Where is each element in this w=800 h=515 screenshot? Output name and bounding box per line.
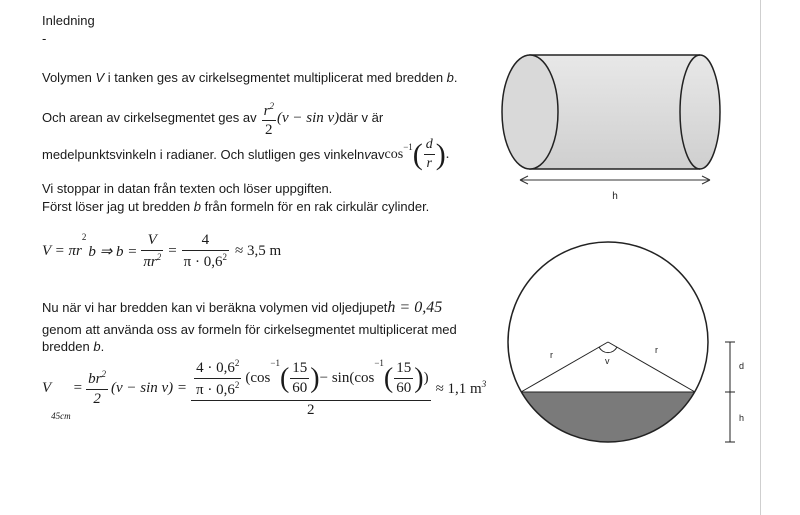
eq2-d60-a: 60	[292, 380, 308, 396]
eq2-frac-15-60-b	[394, 360, 413, 397]
eq2-inner-num: 4 · 0,6	[196, 360, 235, 376]
eq2-rp2: )	[414, 362, 424, 394]
heading: Inledning	[42, 13, 95, 28]
eq2-result: ≈ 1,1 m	[435, 381, 482, 397]
eq2-cos1: (cos	[245, 370, 271, 386]
eq2-minus-sin: − sin(cos	[319, 370, 375, 386]
p1-var-b: b	[446, 70, 454, 85]
paragraph-7: genom att använda oss av formeln för cirkelsegmentet multiplicerat med	[42, 322, 457, 337]
p5-text-a: Först löser jag ut bredden	[42, 199, 194, 214]
p3-var-v: v	[364, 146, 371, 162]
r-den: r	[426, 156, 432, 171]
eq2-frac-15-60-a	[290, 360, 309, 397]
p2-text-a: Och arean av cirkelsegmentet ges av	[42, 110, 257, 125]
p1-text-a: Volymen	[42, 70, 96, 85]
circle-figure	[505, 240, 760, 450]
cylinder-figure	[495, 45, 735, 205]
p1-var-v: V	[95, 70, 105, 85]
right-paren: )	[435, 137, 446, 171]
equation-width	[42, 232, 281, 271]
left-paren: (	[412, 137, 423, 171]
eq1-lhs-sup: 2	[81, 232, 87, 242]
area-frac-num-sup: 2	[269, 101, 274, 111]
eq2-inner-frac	[194, 358, 241, 399]
eq2-inner-num-sup: 2	[234, 358, 240, 368]
p8-var-b: b	[93, 339, 101, 354]
paragraph-8	[42, 339, 104, 355]
d-num: d	[424, 137, 435, 155]
p5-var-b: b	[193, 199, 201, 214]
eq1-frac2	[182, 232, 229, 271]
label-d: d	[739, 361, 745, 371]
eq1-frac1	[141, 232, 163, 271]
p3-text-b: av	[370, 146, 385, 162]
p3-text-a: medelpunktsvinkeln i radianer. Och slutligen ges vinkeln	[42, 146, 365, 162]
paragraph-6	[42, 300, 442, 316]
label-h: h	[739, 413, 745, 423]
eq2-result-sup: 3	[481, 379, 487, 389]
p3-end: .	[445, 146, 450, 162]
dash: -	[42, 31, 47, 46]
p1-text-b: i tanken ges av cirkelsegmentet multiplicerat med bredden	[104, 70, 447, 85]
d-over-r	[424, 137, 435, 172]
eq2-f1-num: br	[88, 371, 102, 387]
p5-text-c: från formeln för en rak cirkulär cylinder.	[200, 199, 430, 214]
eq1-f2-num: 4	[182, 232, 229, 251]
eq2-rp1: )	[310, 362, 320, 394]
eq2-equals: =	[73, 380, 83, 396]
cylinder-left-face	[502, 55, 558, 169]
equation-volume	[42, 358, 486, 419]
label-r-left: r	[550, 350, 553, 360]
angle-formula	[385, 137, 450, 172]
eq2-f1-num-sup: 2	[101, 369, 106, 379]
eq2-n15-a: 15	[290, 360, 309, 379]
eq2-inner-den-sup: 2	[234, 380, 240, 390]
eq1-f2-den-sup: 2	[222, 252, 227, 262]
eq1-f2-den: π · 0,6	[183, 254, 223, 270]
eq1-equals: =	[168, 243, 177, 259]
area-fraction	[262, 98, 276, 138]
cos-label: cos	[384, 146, 404, 162]
area-frac-den: 2	[265, 122, 273, 138]
eq2-close: )	[423, 370, 429, 386]
page-right-border	[760, 0, 761, 515]
cos-sup: −1	[403, 142, 413, 152]
p8-text-c: .	[100, 339, 105, 354]
p6-h-value: h = 0,45	[387, 299, 443, 316]
paragraph-3	[42, 137, 449, 172]
eq1-lhs2: b ⇒ b =	[88, 244, 138, 260]
eq2-lp2: (	[383, 362, 394, 394]
p8-text-a: bredden	[42, 339, 94, 354]
p1-text-c: .	[453, 70, 458, 85]
eq1-f1-den-sup: 2	[156, 252, 162, 262]
eq1-f1-num: V	[141, 232, 163, 251]
p2-text-b: där v är	[339, 110, 384, 125]
angle-arc	[599, 347, 617, 353]
eq2-cos2-sup: −1	[374, 358, 384, 368]
label-r-right: r	[655, 345, 658, 355]
eq2-d60-b: 60	[396, 380, 412, 396]
paragraph-2	[42, 98, 383, 138]
eq1-f1-den: πr	[143, 254, 157, 270]
eq1-lhs: V = πr	[42, 243, 82, 259]
paragraph-1	[42, 70, 458, 86]
eq2-frac1	[86, 369, 108, 408]
eq2-lp1: (	[279, 362, 290, 394]
cylinder-label-h: h	[612, 191, 618, 202]
eq2-mid: (v − sin v) =	[110, 380, 188, 396]
radius-right	[608, 342, 695, 392]
paragraph-4: Vi stoppar in datan från texten och löser uppgiften.	[42, 181, 333, 196]
eq2-big-frac	[191, 358, 431, 419]
eq2-n15-b: 15	[394, 360, 413, 379]
eq2-big-den: 2	[307, 402, 315, 418]
eq2-f1-den: 2	[93, 391, 101, 407]
label-v: v	[605, 356, 610, 366]
eq2-inner-den: π · 0,6	[196, 382, 235, 398]
area-frac-num: r	[263, 103, 270, 119]
eq2-cos1-sup: −1	[270, 358, 280, 368]
eq1-result: ≈ 3,5 m	[234, 243, 282, 259]
area-formula	[261, 98, 340, 138]
paragraph-5	[42, 199, 429, 215]
radius-left	[521, 342, 608, 392]
eq2-big-num	[191, 358, 431, 401]
eq2-lhs: V	[42, 380, 52, 396]
eq2-lhs-sub: 45cm	[51, 411, 71, 421]
p6-text-a: Nu när vi har bredden kan vi beräkna volymen vid oljedjupet	[42, 300, 388, 315]
area-expr: (v − sin v)	[276, 110, 340, 126]
